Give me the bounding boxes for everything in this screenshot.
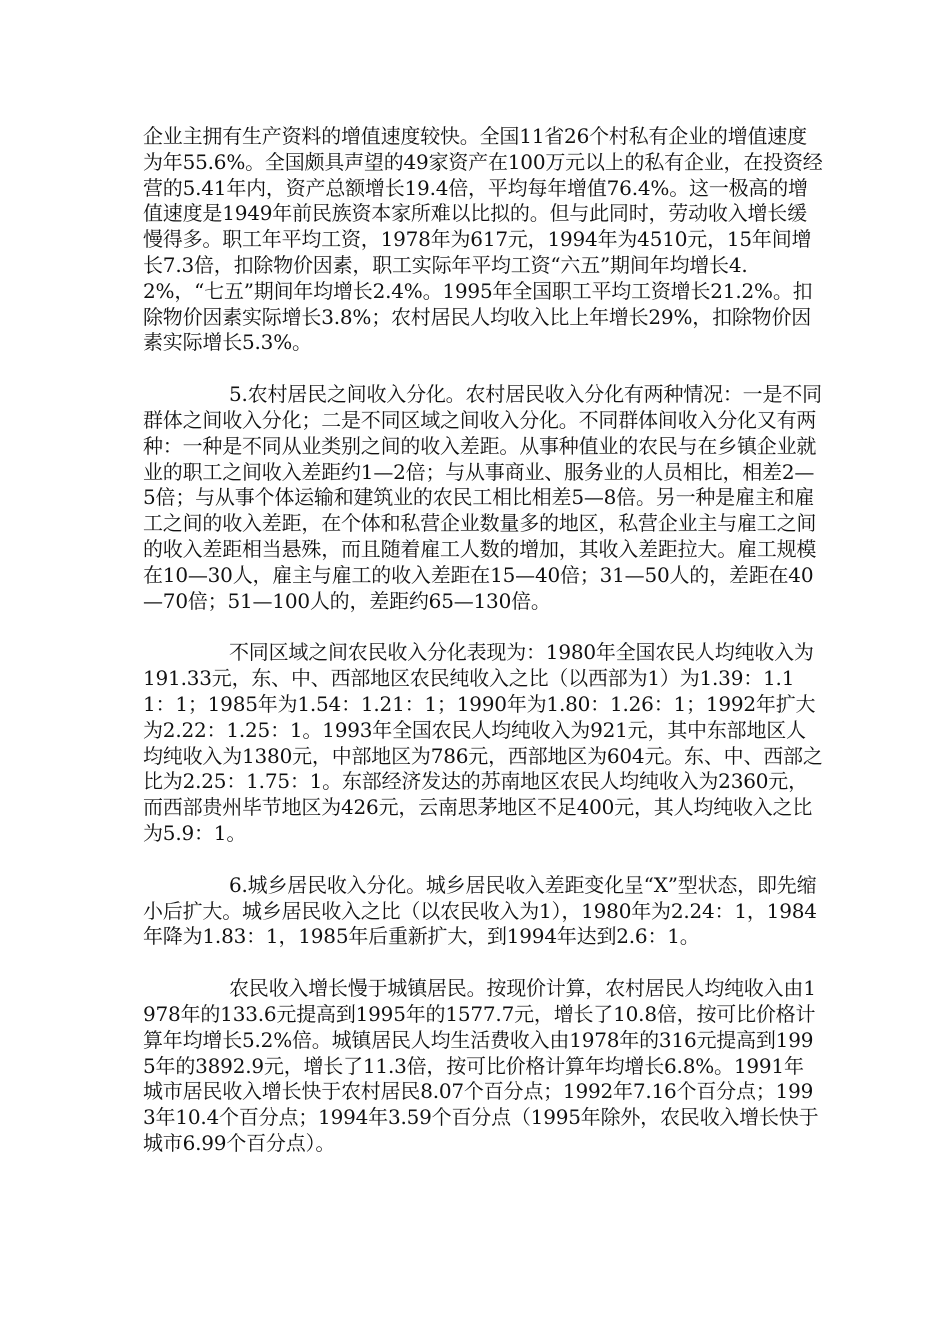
paragraph-2: 5.农村居民之间收入分化。农村居民收入分化有两种情况：一是不同群体之间收入分化；二是不同区域之间收入分化。不同群体间收入分化又有两种：一种是不同从业类别之间的收入差距。从事种值业的农民与在乡镇企业就业的职工之间收入差距约1—2倍；与从事商业、服务业的人员相比，相差2—5倍；与从事个体运输和建筑业的农民工相比相差5—8倍。另一种是雇主和雇工之间的收入差距，在个体和私营企业数量多的地区，私营企业主与雇工之间的收入差距相当悬殊，而且随着雇工人数的增加，其收入差距拉大。雇工规模在10—30人，雇主与雇工的收入差距在15—40倍；31—50人的，差距在40—70倍；51—100人的，差距约65—130倍。 <box>143 382 822 613</box>
document-body <box>143 124 823 1183</box>
paragraph-5: 农民收入增长慢于城镇居民。按现价计算，农村居民人均纯收入由1978年的133.6元提高到1995年的1577.7元，增长了10.8倍，按可比价格计算年均增长5.2%倍。城镇居民人均生活费收入由1978年的316元提高到1995年的3892.9元，增长了11.3倍，按可比价格计算年均增长6.8%。1991年城市居民收入增长快于农村居民8.07个百分点；1992年7.16个百分点；1993年10.4个百分点；1994年3.59个百分点（1995年除外，农民收入增长快于城市6.99个百分点）。 <box>143 976 819 1155</box>
paragraph-4: 6.城乡居民收入分化。城乡居民收入差距变化呈“X”型状态，即先缩小后扩大。城乡居民收入之比（以农民收入为1），1980年为2.24：1，1984年降为1.83：1，1985年后重新扩大，到1994年达到2.6：1。 <box>143 872 817 949</box>
paragraph-3: 不同区域之间农民收入分化表现为：1980年全国农民人均纯收入为191.33元，东、中、西部地区农民纯收入之比（以西部为1）为1.39：1.11：1；1985年为1.54：1.21：1；1990年为1.80：1.26：1；1992年扩大为2.22：1.25：1。1993年全国农民人均纯收入为921元，其中东部地区人均纯收入为1380元，中部地区为786元，西部地区为604元。东、中、西部之比为2.25：1.75：1。东部经济发达的苏南地区农民人均纯收入为2360元，而西部贵州毕节地区为426元，云南思茅地区不足400元，其人均纯收入之比为5.9：1。 <box>143 640 823 845</box>
paragraph-1: 企业主拥有生产资料的增值速度较快。全国11省26个村私有企业的增值速度为年55.6%。全国颇具声望的49家资产在100万元以上的私有企业，在投资经营的5.41年内，资产总额增长19.4倍，平均每年增值76.4%。这一极高的增值速度是1949年前民族资本家所难以比拟的。但与此同时，劳动收入增长缓慢得多。职工年平均工资，1978年为617元，1994年为4510元，15年间增长7.3倍，扣除物价因素，职工实际年平均工资“六五”期间年均增长4.2%，“七五”期间年均增长2.4%。1995年全国职工平均工资增长21.2%。扣除物价因素实际增长3.8%；农村居民人均收入比上年增长29%，扣除物价因素实际增长5.3%。 <box>143 124 823 355</box>
